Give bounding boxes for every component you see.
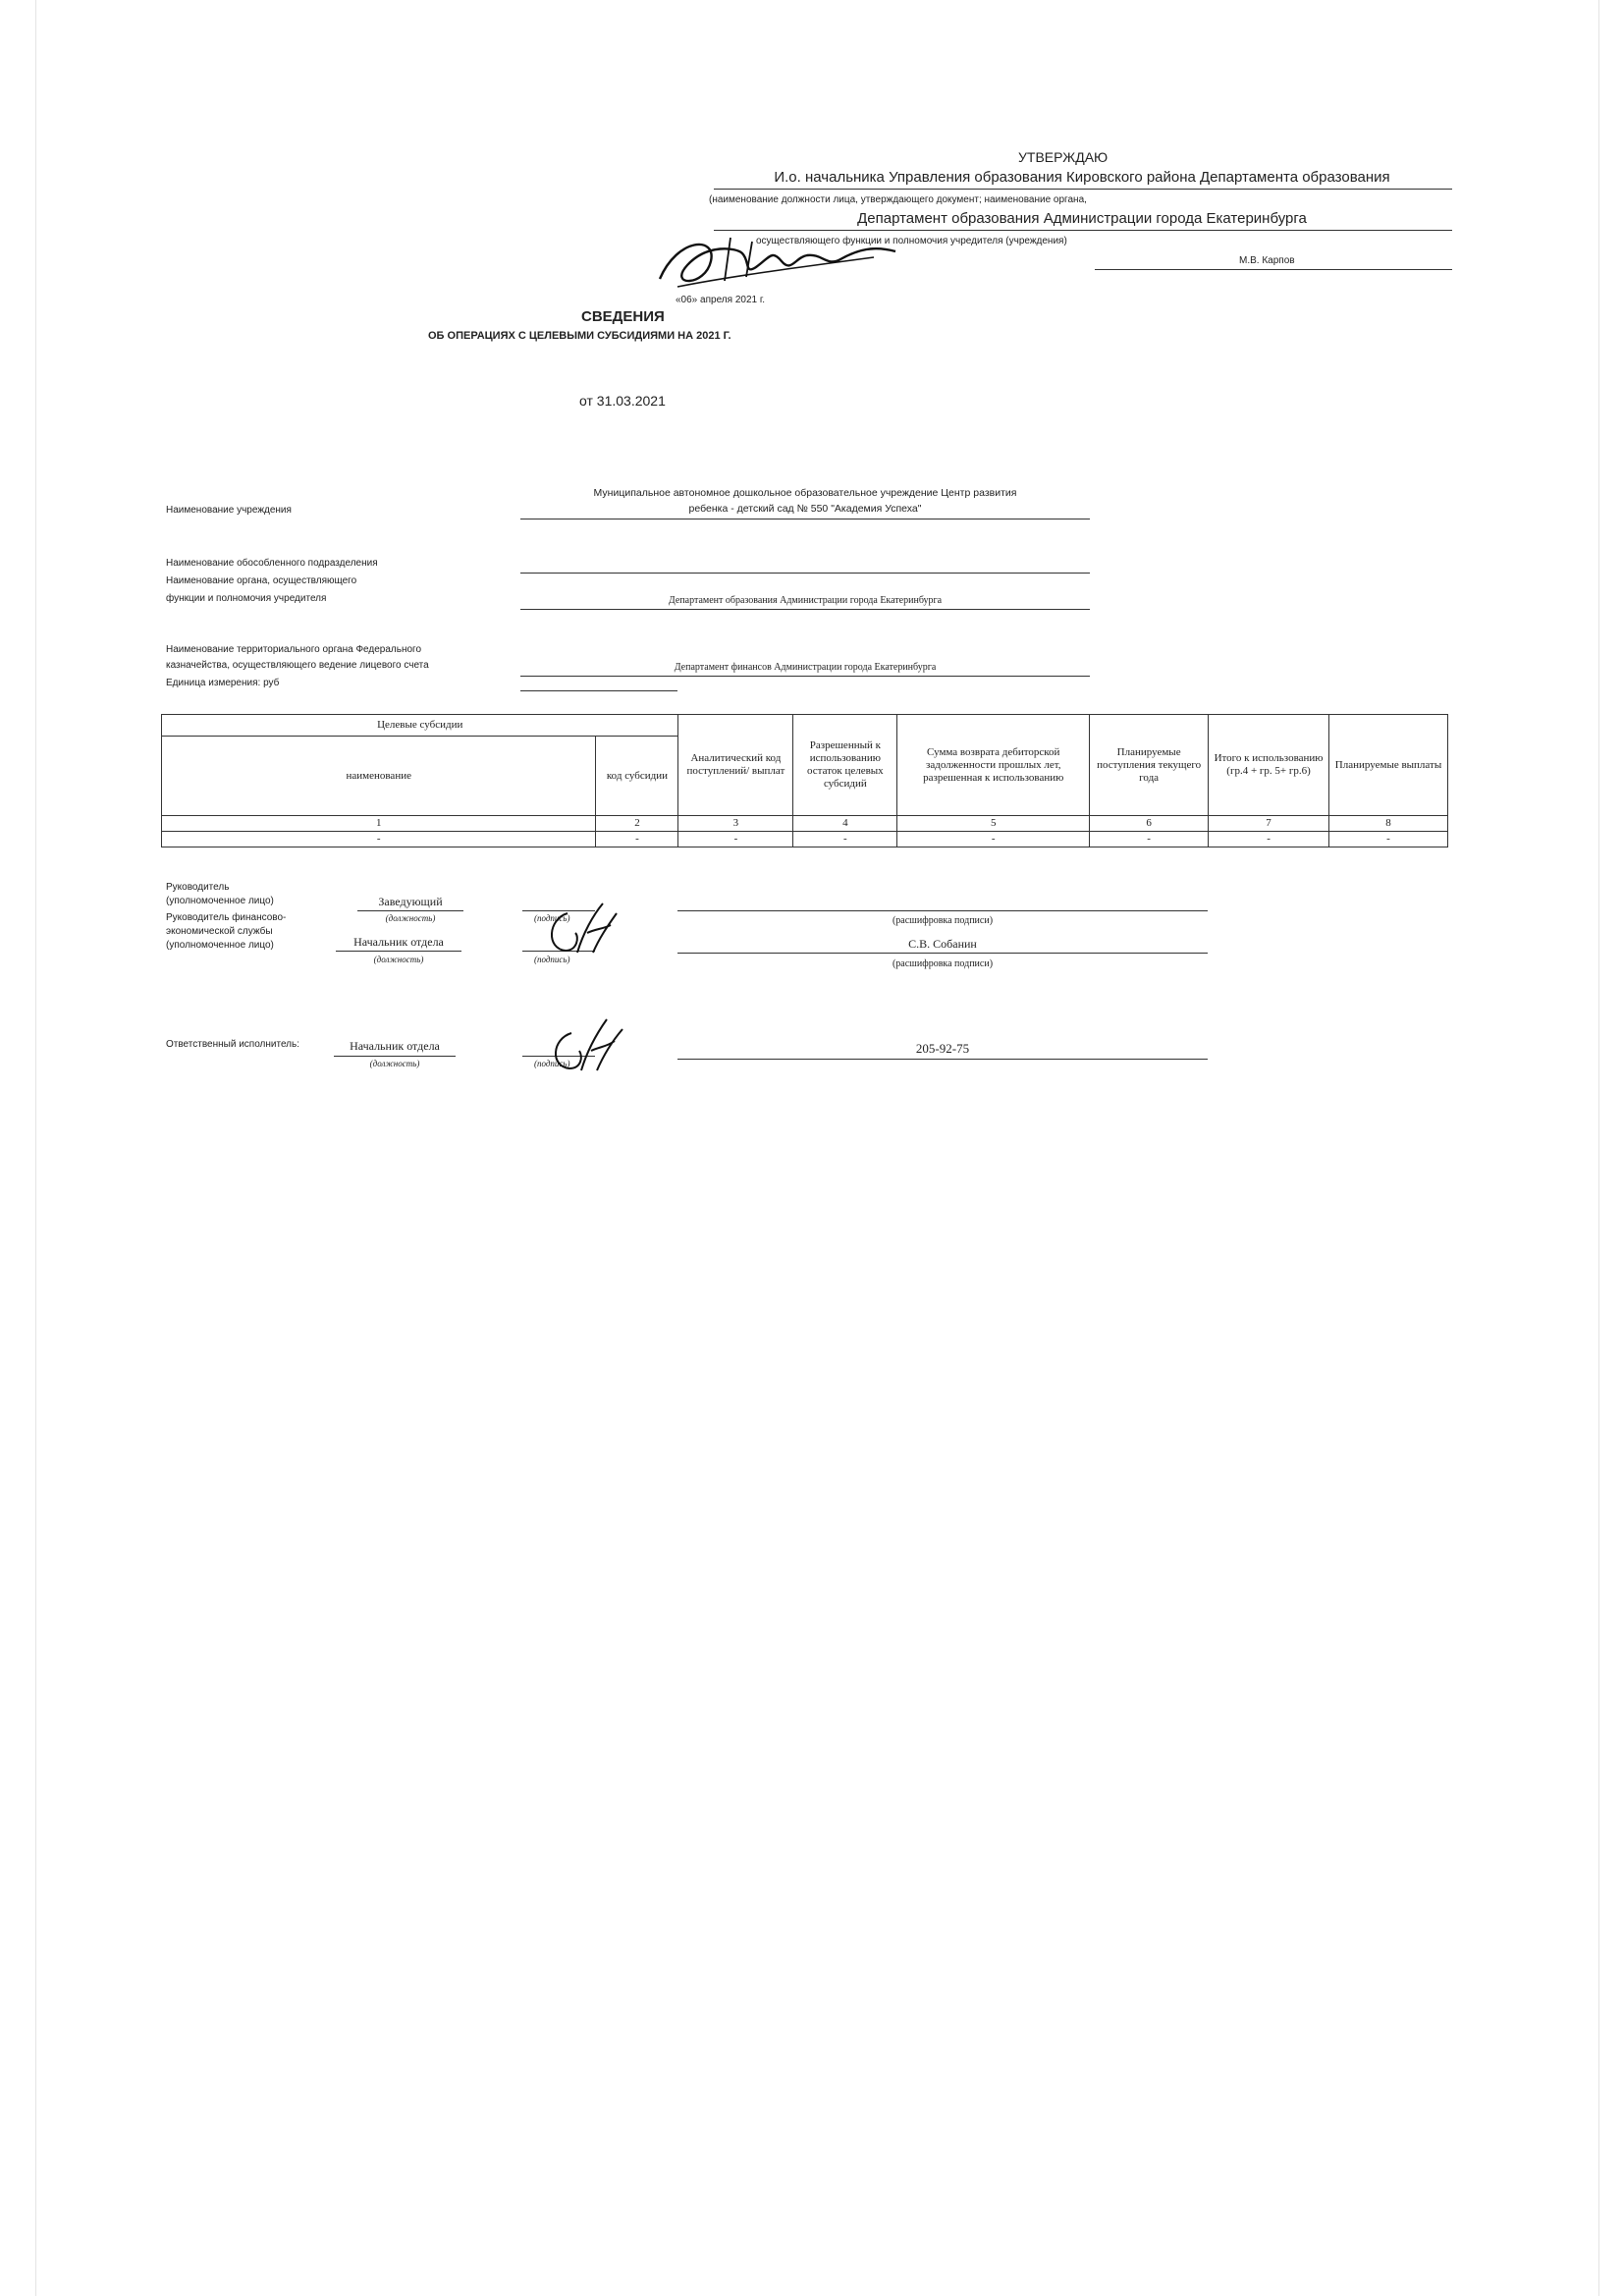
treasury-label-1: Наименование территориального органа Федерального	[166, 644, 422, 655]
cell-name: -	[162, 832, 596, 847]
cell-planned-income: -	[1090, 832, 1209, 847]
exec-phone: 205-92-75	[915, 1041, 970, 1056]
fin-decode-line	[677, 953, 1208, 954]
col-number-4: 4	[793, 816, 897, 832]
treasury-label-2: казначейства, осуществляющего ведение лицевого счета	[166, 660, 429, 671]
fin-label-2: экономической службы	[166, 926, 273, 937]
branch-label: Наименование обособленного подразделения	[166, 558, 378, 569]
head-label-2: (уполномоченное лицо)	[166, 896, 274, 906]
head-position: Заведующий	[378, 895, 443, 908]
head-decode-caption: (расшифровка подписи)	[892, 915, 994, 926]
header-refund: Сумма возврата дебиторской задолженности прошлых лет, разрешенная к использованию	[897, 715, 1090, 816]
fin-label-3: (уполномоченное лицо)	[166, 940, 274, 951]
approve-word: УТВЕРЖДАЮ	[1018, 149, 1109, 165]
exec-position-line	[334, 1056, 456, 1057]
treasury-value: Департамент финансов Администрации города Екатеринбурга	[674, 662, 937, 673]
cell-code: -	[596, 832, 678, 847]
founder-value: Департамент образования Администрации города Екатеринбурга	[668, 595, 943, 606]
header-code: код субсидии	[596, 737, 678, 816]
treasury-line	[520, 676, 1090, 677]
exec-position-caption: (должность)	[369, 1059, 420, 1068]
unit-label: Единица измерения: руб	[166, 678, 280, 688]
cell-planned-pay: -	[1329, 832, 1448, 847]
table-row	[162, 832, 1448, 847]
exec-signature-caption: (подпись)	[534, 1059, 570, 1068]
approver-position-line	[714, 189, 1452, 190]
institution-value-2: ребенка - детский сад № 550 "Академия Успеха"	[688, 503, 922, 515]
header-analytic: Аналитический код поступлений/ выплат	[678, 715, 793, 816]
col-number-1: 1	[162, 816, 596, 832]
founder-line	[520, 609, 1090, 610]
approver-signer: М.В. Карпов	[1239, 255, 1295, 266]
head-signature-caption: (подпись)	[534, 913, 570, 923]
approver-position: И.о. начальника Управления образования Кировского района Департамента образования	[774, 169, 1390, 186]
col-number-8: 8	[1329, 816, 1448, 832]
approval-date: «06» апреля 2021 г.	[676, 295, 766, 305]
cell-analytic: -	[678, 832, 793, 847]
doc-date: от 31.03.2021	[579, 393, 666, 409]
cell-total: -	[1209, 832, 1329, 847]
head-label-1: Руководитель	[166, 882, 230, 893]
approver-position-caption: (наименование должности лица, утверждающего документ; наименование органа,	[709, 194, 1087, 205]
branch-line	[520, 573, 1090, 574]
header-allowed: Разрешенный к использованию остаток целевых субсидий	[793, 715, 897, 816]
doc-title: СВЕДЕНИЯ	[581, 308, 665, 325]
approver-signature-image	[648, 218, 903, 297]
exec-signature-image	[540, 1011, 628, 1080]
approver-organ-caption: осуществляющего функции и полномочия учредителя (учреждения)	[756, 236, 1067, 246]
founder-label-2: функции и полномочия учредителя	[166, 593, 327, 604]
institution-label: Наименование учреждения	[166, 505, 292, 516]
fin-position-line	[336, 951, 461, 952]
exec-position: Начальник отдела	[350, 1039, 440, 1053]
table-number-row	[162, 816, 1448, 832]
fin-position-caption: (должность)	[373, 955, 424, 964]
header-total: Итого к использованию (гр.4 + гр. 5+ гр.6)	[1209, 715, 1329, 816]
founder-label-1: Наименование органа, осуществляющего	[166, 575, 357, 586]
fin-position: Начальник отдела	[353, 935, 444, 949]
unit-line	[520, 690, 677, 691]
head-position-line	[357, 910, 463, 911]
col-number-5: 5	[897, 816, 1090, 832]
institution-value-1: Муниципальное автономное дошкольное образовательное учреждение Центр развития	[593, 487, 1017, 499]
fin-signature-image	[538, 894, 626, 964]
head-decode-line	[677, 910, 1208, 911]
head-position-caption: (должность)	[385, 913, 436, 923]
scan-edge-left	[35, 0, 36, 2296]
scan-edge-right	[1598, 0, 1599, 2296]
col-number-6: 6	[1090, 816, 1209, 832]
approver-organ: Департамент образования Администрации города Екатеринбурга	[857, 210, 1307, 227]
cell-refund: -	[897, 832, 1090, 847]
cell-allowed: -	[793, 832, 897, 847]
header-planned-pay: Планируемые выплаты	[1329, 715, 1448, 816]
group-header-cell: Целевые субсидии	[162, 715, 678, 737]
header-name: наименование	[162, 737, 596, 816]
exec-phone-line	[677, 1059, 1208, 1060]
approver-signer-line	[1095, 269, 1452, 270]
col-number-2: 2	[596, 816, 678, 832]
header-planned-income: Планируемые поступления текущего года	[1090, 715, 1209, 816]
fin-signature-caption: (подпись)	[534, 955, 570, 964]
fin-decode-caption: (расшифровка подписи)	[892, 958, 994, 969]
fin-name: С.В. Собанин	[908, 937, 977, 951]
exec-label: Ответственный исполнитель:	[166, 1039, 300, 1050]
doc-subtitle: ОБ ОПЕРАЦИЯХ С ЦЕЛЕВЫМИ СУБСИДИЯМИ НА 2021 Г.	[428, 330, 731, 342]
col-number-3: 3	[678, 816, 793, 832]
fin-label-1: Руководитель финансово-	[166, 912, 287, 923]
col-number-7: 7	[1209, 816, 1329, 832]
subsidies-table	[161, 714, 1448, 847]
